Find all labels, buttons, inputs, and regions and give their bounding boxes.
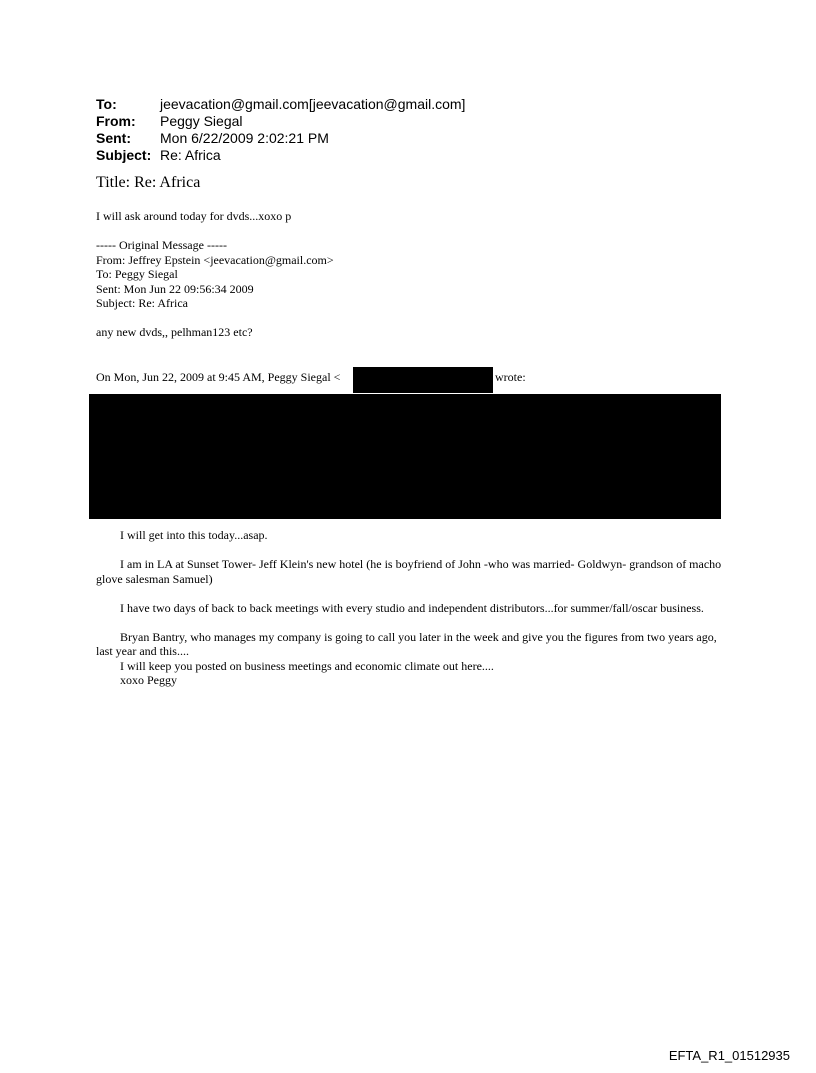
quoted-paragraph-1: I will get into this today...asap.	[120, 528, 268, 542]
email-header	[96, 96, 465, 164]
subject-row	[96, 147, 465, 164]
email-title: Title: Re: Africa	[96, 174, 201, 191]
from-label: From:	[96, 113, 136, 129]
quoted-paragraph-5: I will keep you posted on business meetings and economic climate out here....	[120, 658, 494, 673]
to-value: jeevacation@gmail.com[jeevacation@gmail.com]	[160, 96, 466, 112]
reply-body: I will ask around today for dvds...xoxo p	[96, 209, 292, 223]
to-row	[96, 96, 465, 113]
original-from: From: Jeffrey Epstein <jeevacation@gmail.com>	[96, 252, 334, 267]
sent-label: Sent:	[96, 130, 131, 146]
subject-label: Subject:	[96, 147, 152, 163]
original-message	[96, 238, 334, 311]
sent-row	[96, 130, 465, 147]
original-sent: Sent: Mon Jun 22 09:56:34 2009	[96, 281, 254, 296]
original-separator: ----- Original Message -----	[96, 238, 227, 252]
quote-intro-prefix: On Mon, Jun 22, 2009 at 9:45 AM, Peggy Siegal <	[96, 370, 341, 384]
to-label: To:	[96, 96, 117, 112]
original-to: To: Peggy Siegal	[96, 267, 178, 281]
redaction-box-email	[353, 367, 493, 393]
sent-value: Mon 6/22/2009 2:02:21 PM	[160, 130, 329, 146]
quoted-message	[96, 528, 724, 688]
quoted-paragraph-3: I have two days of back to back meetings with every studio and independent distributors...for summer/fall/oscar business.	[120, 600, 704, 615]
quote-intro-suffix: wrote:	[495, 370, 526, 384]
redaction-block	[89, 394, 721, 519]
original-body: any new dvds,, pelhman123 etc?	[96, 325, 253, 339]
quoted-paragraph-2: I am in LA at Sunset Tower- Jeff Klein's new hotel (he is boyfriend of John -who was married- Goldwyn- grandson of macho glove salesman Samuel)	[96, 557, 722, 586]
subject-value: Re: Africa	[160, 147, 221, 163]
from-value: Peggy Siegal	[160, 113, 243, 129]
original-subject: Subject: Re: Africa	[96, 296, 188, 310]
quoted-paragraph-4: Bryan Bantry, who manages my company is going to call you later in the week and give you the figures from two years ago, last year and this....	[96, 629, 717, 658]
from-row	[96, 113, 465, 130]
quoted-signature: xoxo Peggy	[120, 673, 177, 687]
document-id: EFTA_R1_01512935	[668, 1048, 790, 1063]
